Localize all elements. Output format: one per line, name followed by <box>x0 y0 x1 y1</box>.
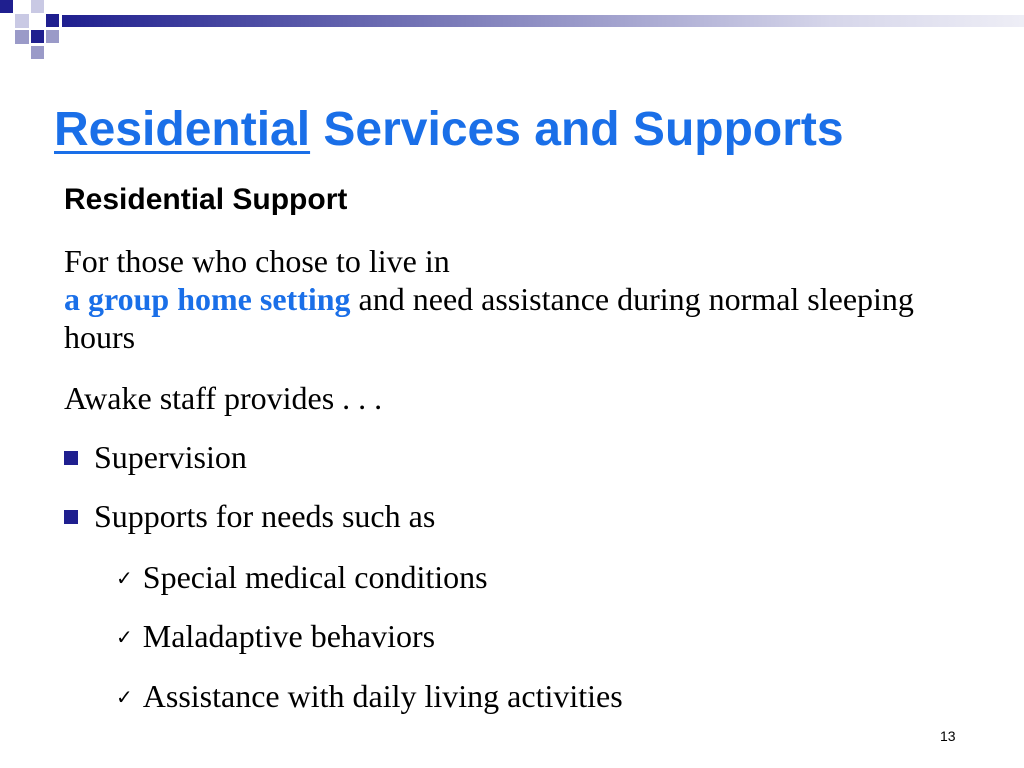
decorative-square <box>46 30 59 43</box>
bullet-item <box>64 438 247 476</box>
square-bullet-icon <box>64 451 78 465</box>
subheading: Residential Support <box>64 183 348 216</box>
highlight-text: a group home setting <box>64 281 351 317</box>
sub-bullet-label: Assistance with daily living activities <box>142 678 623 714</box>
title-link-residential[interactable]: Residential <box>54 103 311 156</box>
decorative-square <box>46 14 59 27</box>
decorative-square <box>15 14 29 28</box>
sub-bullet-label: Maladaptive behaviors <box>142 618 436 654</box>
decorative-square <box>0 0 13 13</box>
bullet-item <box>64 497 435 535</box>
sub-bullet-item <box>116 676 623 716</box>
checkmark-icon: ✓ <box>116 685 133 709</box>
slide-title <box>54 100 844 160</box>
sub-bullet-label: Special medical conditions <box>142 559 488 595</box>
decorative-square <box>15 30 29 44</box>
bullet-label: Supervision <box>94 439 247 475</box>
checkmark-icon: ✓ <box>116 566 133 590</box>
bullet-label: Supports for needs such as <box>94 498 436 534</box>
intro-text: For those who chose to live in <box>64 243 450 279</box>
decorative-square <box>31 46 44 59</box>
sub-bullet-item <box>116 616 435 656</box>
decorative-square <box>31 0 44 13</box>
checkmark-icon: ✓ <box>116 625 133 649</box>
awake-staff-text: Awake staff provides . . . <box>64 380 383 416</box>
title-text: Services and Supports <box>310 103 844 156</box>
decorative-square <box>31 30 44 43</box>
square-bullet-icon <box>64 510 78 524</box>
page-number: 13 <box>940 728 956 744</box>
intro-tail-text: and need assistance during normal sleeping hours <box>64 281 914 355</box>
intro-paragraph <box>64 242 944 356</box>
header-gradient-bar <box>62 15 1024 27</box>
sub-bullet-item <box>116 557 488 597</box>
